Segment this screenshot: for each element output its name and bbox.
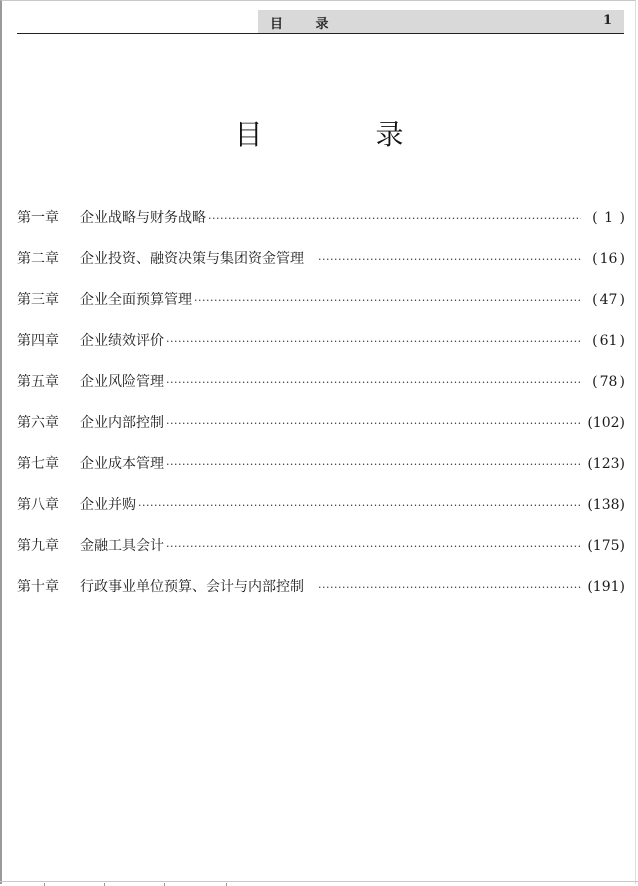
- toc-entry[interactable]: [17, 371, 625, 412]
- toc-page-number: 78: [599, 374, 618, 390]
- toc-chapter: 第一章: [17, 210, 59, 226]
- toc-page-number: 123: [592, 456, 620, 472]
- toc-page-number: 47: [599, 292, 618, 308]
- toc-title: 企业全面预算管理: [80, 292, 192, 308]
- toc-leader: [166, 540, 581, 553]
- bottom-edge: [0, 881, 638, 886]
- running-header-title: 目 录: [270, 17, 343, 32]
- toc-chapter: 第六章: [17, 415, 59, 431]
- toc-page-ref: ( 47 ): [592, 292, 625, 308]
- toc-page-ref: ( 16 ): [592, 251, 625, 267]
- toc-chapter: 第四章: [17, 333, 59, 349]
- toc-page-ref: ( 78 ): [592, 374, 625, 390]
- toc-entry[interactable]: [17, 535, 625, 576]
- toc-leader: [208, 212, 581, 225]
- toc-chapter: 第八章: [17, 497, 59, 513]
- toc-title: 企业绩效评价: [80, 333, 164, 349]
- toc-title: 企业并购: [80, 497, 136, 513]
- table-of-contents: [17, 207, 625, 617]
- toc-page-ref: (123): [587, 456, 625, 472]
- toc-entry[interactable]: [17, 330, 625, 371]
- toc-page-ref: (102): [587, 415, 625, 431]
- running-header-page-number: 1: [602, 13, 612, 28]
- toc-page-number: 1: [604, 210, 613, 226]
- toc-page-ref: ( 61 ): [592, 333, 625, 349]
- toc-title: 企业战略与财务战略: [80, 210, 206, 226]
- toc-page-number: 61: [599, 333, 618, 349]
- running-header: [258, 10, 624, 33]
- header-rule: [17, 33, 624, 34]
- toc-entry[interactable]: [17, 248, 625, 289]
- toc-leader: [318, 253, 581, 266]
- toc-leader: [138, 499, 581, 512]
- toc-leader: [318, 581, 581, 594]
- page-title: 目 录: [234, 118, 456, 151]
- toc-leader: [166, 376, 581, 389]
- toc-title: 企业风险管理: [80, 374, 164, 390]
- toc-chapter: 第五章: [17, 374, 59, 390]
- toc-chapter: 第三章: [17, 292, 59, 308]
- toc-entry[interactable]: [17, 453, 625, 494]
- toc-entry[interactable]: [17, 494, 625, 535]
- toc-chapter: 第二章: [17, 251, 59, 267]
- toc-page-ref: (138): [587, 497, 625, 513]
- toc-page-ref: (175): [587, 538, 625, 554]
- toc-page-number: 191: [592, 579, 620, 595]
- toc-leader: [194, 294, 581, 307]
- toc-entry[interactable]: [17, 576, 625, 617]
- toc-entry[interactable]: [17, 289, 625, 330]
- toc-title: 企业成本管理: [80, 456, 164, 472]
- toc-page-number: 175: [592, 538, 620, 554]
- toc-entry[interactable]: [17, 412, 625, 453]
- toc-chapter: 第十章: [17, 579, 59, 595]
- toc-page-number: 138: [592, 497, 620, 513]
- toc-entry[interactable]: [17, 207, 625, 248]
- toc-page-ref: ( 1 ): [592, 210, 625, 226]
- toc-page-number: 102: [592, 415, 620, 431]
- toc-title: 企业内部控制: [80, 415, 164, 431]
- toc-title: 行政事业单位预算、会计与内部控制: [80, 579, 304, 595]
- toc-title: 金融工具会计: [80, 538, 164, 554]
- toc-leader: [166, 458, 581, 471]
- toc-title: 企业投资、融资决策与集团资金管理: [80, 251, 304, 267]
- toc-leader: [166, 417, 581, 430]
- toc-page-ref: (191): [587, 579, 625, 595]
- toc-leader: [166, 335, 581, 348]
- toc-chapter: 第九章: [17, 538, 59, 554]
- toc-page-number: 16: [599, 251, 618, 267]
- toc-chapter: 第七章: [17, 456, 59, 472]
